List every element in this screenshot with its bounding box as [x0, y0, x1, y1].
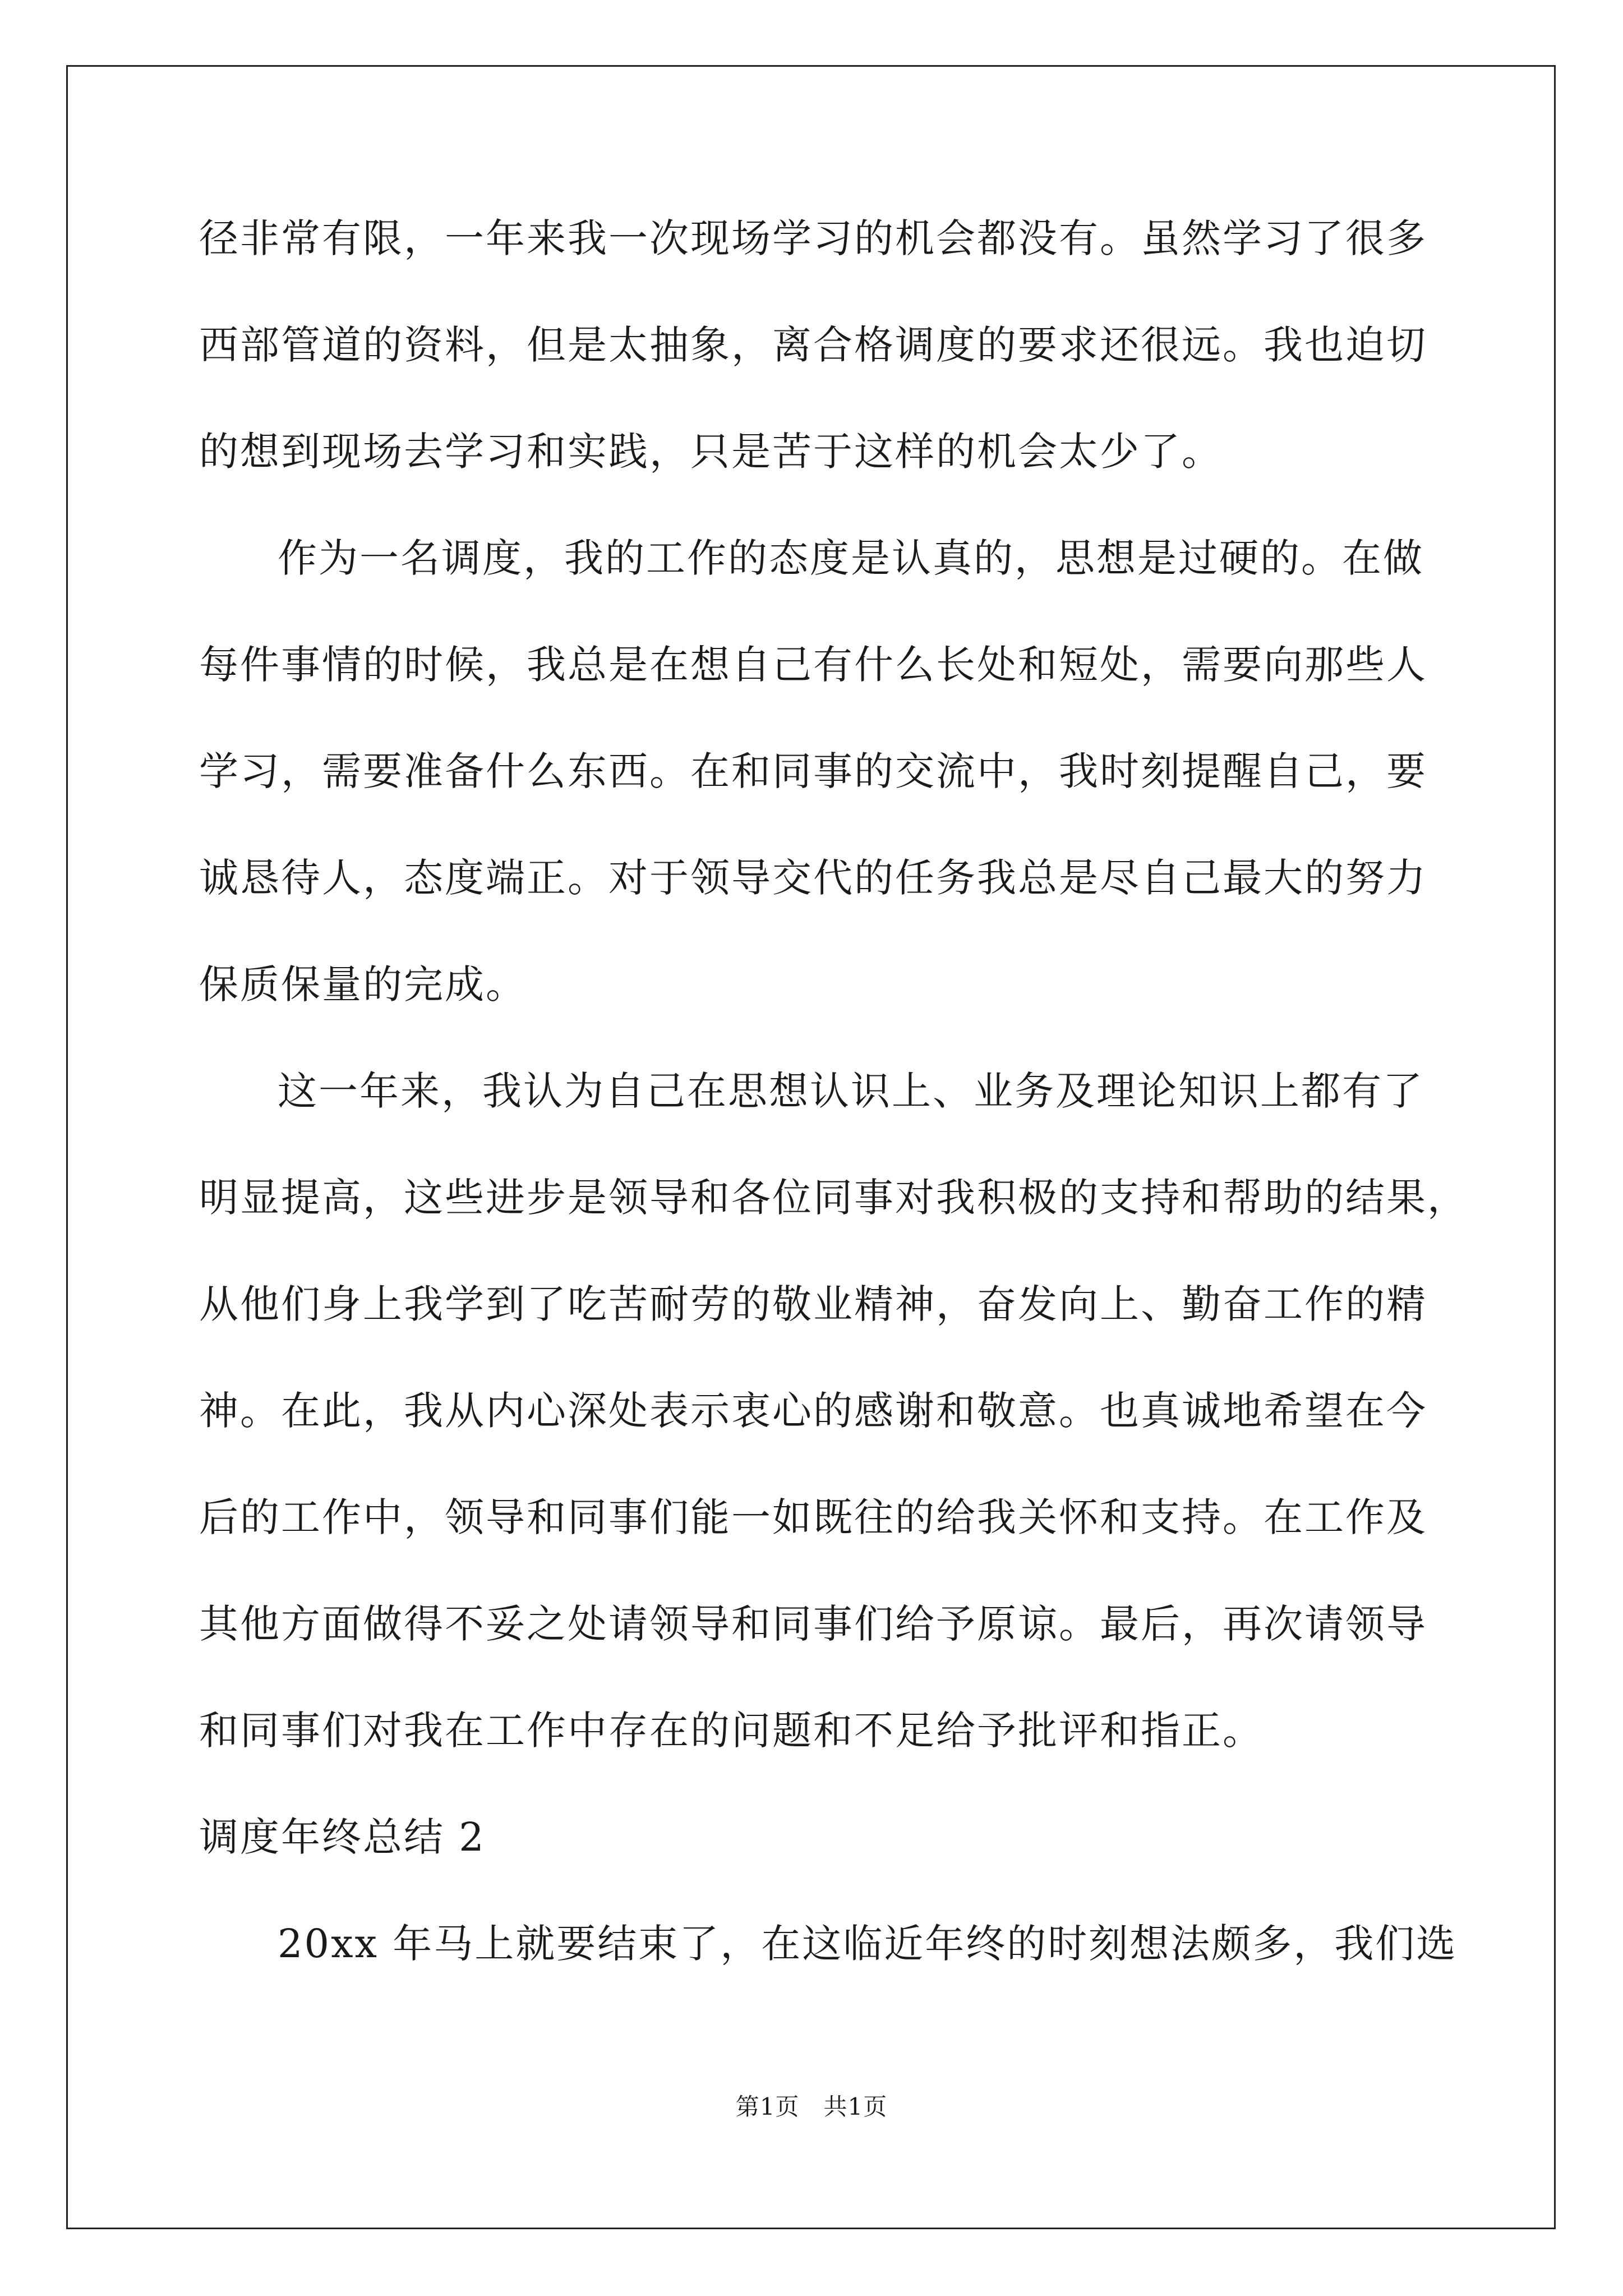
- page-footer: [0, 2091, 1623, 2123]
- paragraph-1: [199, 208, 1455, 527]
- page-number: 第1页: [735, 2093, 800, 2120]
- text-line: 保质保量的完成。: [199, 961, 527, 1007]
- text-line: 神。在此，我从内心深处表示衷心的感谢和敬意。也真诚地希望在今: [199, 1388, 1427, 1434]
- text-line: 西部管道的资料，但是太抽象，离合格调度的要求还很远。我也迫切: [199, 322, 1427, 368]
- text-line: 诚恳待人，态度端正。对于领导交代的任务我总是尽自己最大的努力: [199, 855, 1427, 901]
- section-heading: 调度年终总结 2: [199, 1814, 486, 1860]
- text-line: 径非常有限，一年来我一次现场学习的机会都没有。虽然学习了很多: [199, 215, 1427, 261]
- text-line: 20xx 年马上就要结束了，在这临近年终的时刻想法颇多，我们选: [278, 1921, 1458, 1967]
- paragraph-2: [199, 527, 1455, 1060]
- paragraph-3: [199, 1060, 1468, 1806]
- document-body: [199, 208, 1468, 2019]
- text-line: 后的工作中，领导和同事们能一如既往的给我关怀和支持。在工作及: [199, 1494, 1427, 1540]
- paragraph-4: [199, 1913, 1458, 2019]
- text-line: 明显提高，这些进步是领导和各位同事对我积极的支持和帮助的结果，: [199, 1175, 1468, 1221]
- text-line: 其他方面做得不妥之处请领导和同事们给予原谅。最后，再次请领导: [199, 1601, 1427, 1647]
- text-line: 这一年来，我认为自己在思想认识上、业务及理论知识上都有了: [278, 1068, 1424, 1114]
- page-total: 共1页: [823, 2093, 888, 2120]
- text-line: 的想到现场去学习和实践，只是苦于这样的机会太少了。: [199, 429, 1223, 475]
- text-line: 从他们身上我学到了吃苦耐劳的敬业精神，奋发向上、勤奋工作的精: [199, 1281, 1427, 1327]
- text-line: 作为一名调度，我的工作的态度是认真的，思想是过硬的。在做: [278, 535, 1424, 581]
- text-line: 学习，需要准备什么东西。在和同事的交流中，我时刻提醒自己，要: [199, 748, 1427, 794]
- text-line: 每件事情的时候，我总是在想自己有什么长处和短处，需要向那些人: [199, 642, 1427, 688]
- text-line: 和同事们对我在工作中存在的问题和不足给予批评和指正。: [199, 1708, 1264, 1754]
